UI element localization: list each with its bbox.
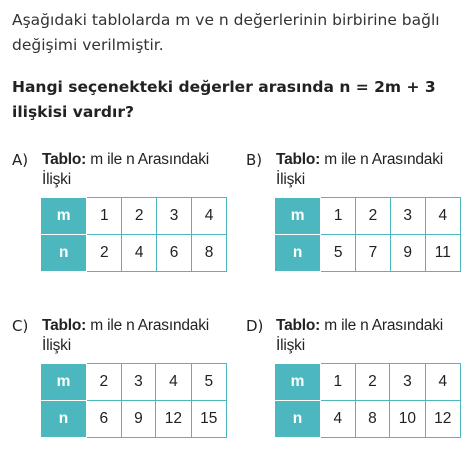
n-cell: 7 xyxy=(356,235,391,272)
m-cell: 2 xyxy=(356,198,391,235)
option-a-caption xyxy=(42,150,232,190)
option-d-caption xyxy=(276,316,466,356)
option-b-letter: B) xyxy=(246,151,263,169)
n-cell: 4 xyxy=(122,235,157,272)
table-row-n xyxy=(275,401,461,438)
caption-bold: Tablo: xyxy=(276,151,321,168)
caption-bold: Tablo: xyxy=(42,151,87,168)
m-cell: 2 xyxy=(87,364,122,401)
n-cell: 8 xyxy=(192,235,227,272)
m-header-cell: m xyxy=(275,198,321,235)
n-header-cell: n xyxy=(275,235,321,272)
m-cell: 1 xyxy=(321,198,356,235)
m-cell: 4 xyxy=(425,364,460,401)
m-header-cell: m xyxy=(41,198,87,235)
caption-bold: Tablo: xyxy=(42,317,87,334)
m-cell: 3 xyxy=(157,198,192,235)
n-header-cell: n xyxy=(41,235,87,272)
option-b-caption xyxy=(276,150,466,190)
option-c-table xyxy=(40,363,227,438)
n-header-cell: n xyxy=(275,401,321,438)
caption-rest: m ile n Arasındaki İlişki xyxy=(276,151,443,188)
n-cell: 6 xyxy=(87,401,122,438)
m-cell: 5 xyxy=(191,364,226,401)
m-cell: 4 xyxy=(192,198,227,235)
m-cell: 2 xyxy=(122,198,157,235)
m-cell: 2 xyxy=(355,364,390,401)
m-cell: 1 xyxy=(321,364,356,401)
m-header-cell: m xyxy=(41,364,87,401)
table-row-m xyxy=(41,198,227,235)
m-cell: 3 xyxy=(390,364,425,401)
n-cell: 10 xyxy=(390,401,425,438)
option-a-letter: A) xyxy=(12,151,29,169)
n-cell: 6 xyxy=(157,235,192,272)
option-c-caption xyxy=(42,316,232,356)
m-cell: 3 xyxy=(121,364,156,401)
n-cell: 4 xyxy=(321,401,356,438)
table-row-m xyxy=(275,364,461,401)
option-d-letter: D) xyxy=(246,317,264,335)
n-cell: 12 xyxy=(156,401,191,438)
option-d-table xyxy=(274,363,461,438)
option-c-letter: C) xyxy=(12,317,29,335)
intro-text: Aşağıdaki tablolarda m ve n değerlerinin birbirine bağlı değişimi verilmiştir. xyxy=(12,11,440,54)
caption-rest: m ile n Arasındaki İlişki xyxy=(42,317,209,354)
n-cell: 9 xyxy=(390,235,425,272)
caption-rest: m ile n Arasındaki İlişki xyxy=(42,151,209,188)
option-b-table xyxy=(274,197,461,272)
caption-bold: Tablo: xyxy=(276,317,321,334)
n-cell: 12 xyxy=(425,401,460,438)
n-cell: 15 xyxy=(191,401,226,438)
n-cell: 8 xyxy=(355,401,390,438)
m-cell: 3 xyxy=(390,198,425,235)
table-row-m xyxy=(41,364,227,401)
question-text: Hangi seçenekteki değerler arasında n = 2m + 3 ilişkisi vardır? xyxy=(12,78,436,121)
m-cell: 1 xyxy=(87,198,122,235)
n-cell: 2 xyxy=(87,235,122,272)
caption-rest: m ile n Arasındaki İlişki xyxy=(276,317,443,354)
table-row-n xyxy=(41,235,227,272)
table-row-n xyxy=(275,235,461,272)
table-row-m xyxy=(275,198,461,235)
n-header-cell: n xyxy=(41,401,87,438)
n-cell: 11 xyxy=(425,235,460,272)
n-cell: 5 xyxy=(321,235,356,272)
n-cell: 9 xyxy=(121,401,156,438)
option-a-table xyxy=(40,197,227,272)
m-cell: 4 xyxy=(425,198,460,235)
table-row-n xyxy=(41,401,227,438)
m-header-cell: m xyxy=(275,364,321,401)
m-cell: 4 xyxy=(156,364,191,401)
